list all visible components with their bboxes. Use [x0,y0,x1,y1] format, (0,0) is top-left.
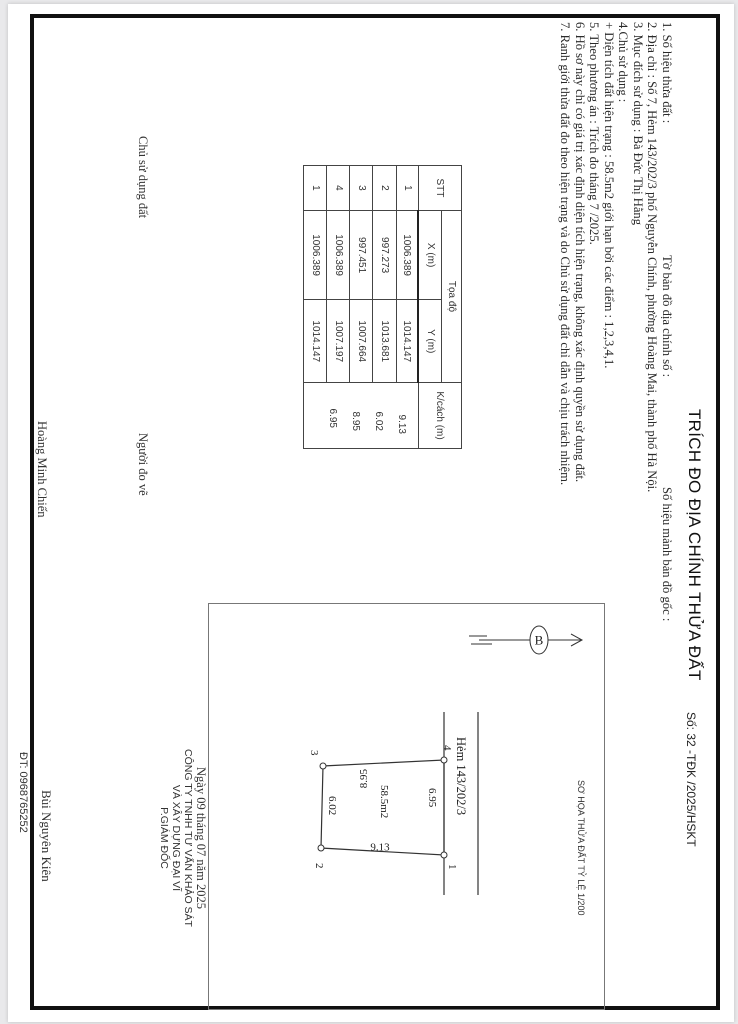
owner-signature-label: Chủ sử dụng đất [136,136,150,219]
coordinate-table [303,165,462,449]
cell-x: 997.273 [373,210,396,300]
cell-x: 997.451 [350,210,373,300]
cell-y: 1007.664 [350,300,373,383]
cell-stt: 1 [304,166,327,211]
distance-4-1: 6.95 [326,408,338,428]
edge-label-4-1: 6.95 [426,788,438,808]
cell-stt: 2 [373,166,396,211]
edge-label-3-4: 8.95 [358,769,370,789]
point-3-marker [320,763,326,769]
cell-x: 1006.389 [304,210,327,300]
line-boundary-note: 7. Ranh giới thửa đất đo theo hiện trạng và do Chủ sử dụng đất chỉ dẫn và chịu trách nhiệm. [558,22,572,486]
cell-stt: 1 [396,166,418,211]
distance-3-4: 8.95 [349,411,361,431]
document-title: TRÍCH ĐO ĐỊA CHÍNH THỬA ĐẤT [685,409,704,681]
distance-column [304,383,419,449]
cell-stt: 3 [350,166,373,211]
area-label: 58.5m2 [378,785,390,819]
cell-x: 1006.389 [396,210,418,300]
distance-1-2: 9.13 [395,414,407,434]
document-number: Số: 32 -TĐK /2025/HSKT [684,712,698,847]
cell-y: 1007.197 [327,300,350,383]
sketch-title: SƠ HỌA THỬA ĐẤT TỶ LỆ 1/200 [576,780,586,916]
edge-label-2-3: 6.02 [326,796,338,816]
parcel-sketch-drawing [208,603,605,1010]
phone-number: ĐT: 0968765252 [17,752,29,833]
point-2-marker [318,845,324,851]
line-area: + Diện tích đất hiện trạng : 58.5m2 giới hạn bởi các điểm : 1,2,3,4,1. [602,22,616,369]
director-position: P.GIÁM ĐỐC [158,807,170,869]
header-x: X (m) [418,210,441,300]
surveyor-name: Hoàng Minh Chiến [35,421,49,518]
north-arrow-icon [469,626,582,654]
header-kcach: K/cách (m) [418,383,461,449]
header-y: Y (m) [418,300,441,383]
company-name-line-2: VÀ XÂY DỰNG ĐẠI VĨ [170,784,182,892]
company-name-line-1: CÔNG TY TNHH TƯ VẤN KHẢO SÁT [182,749,194,927]
line-owner: 4.Chủ sử dụng : [616,22,630,103]
line-purpose: 3. Mục đích sử dụng : Bà Đức Thị Hằng [631,22,645,226]
line-parcel-number: 1. Số hiệu thửa đất : [660,22,674,124]
point-label-4: 4 [441,745,453,751]
point-label-3: 3 [308,750,320,756]
north-label: B [534,632,544,648]
director-name: Bùi Nguyên Kiên [39,790,54,882]
point-label-2: 2 [313,863,325,869]
line-map-sheet: Tờ bản đồ địa chính số : [660,255,674,378]
point-label-1: 1 [446,864,458,870]
cell-y: 1013.681 [373,300,396,383]
signing-date: Ngày 09 tháng 07 năm 2025 [194,767,208,909]
point-1-marker [441,852,447,858]
table-row [396,166,418,449]
header-stt: STT [418,166,461,211]
distance-2-3: 6.02 [372,411,384,431]
header-toa-do: Tọa độ [441,210,461,382]
cell-y: 1014.147 [304,300,327,383]
cell-y: 1014.147 [396,300,418,383]
road-label: Hẻm 143/202/3 [454,737,468,816]
edge-label-1-2: 9.13 [370,841,390,854]
point-4-marker [441,757,447,763]
line-original-map: Số hiệu mảnh bản đồ gốc : [660,487,674,622]
cell-stt: 4 [327,166,350,211]
line-plan: 5. Theo phương án : Trích đo tháng 7 /2025. [587,22,601,245]
surveyor-signature-label: Người đo vẽ [136,433,150,496]
director-block [158,718,208,958]
line-validity-note: 6. Hồ sơ này chỉ có giá trị xác định diện tích hiện trạng, không xác định quyền sử dụng đất. [573,22,587,483]
cell-x: 1006.389 [327,210,350,300]
line-address: 2. Địa chỉ : Số 7, Hẻm 143/202/3 phố Nguyễn Chính, phường Hoàng Mai, thành phố Hà Nội. [645,22,659,493]
